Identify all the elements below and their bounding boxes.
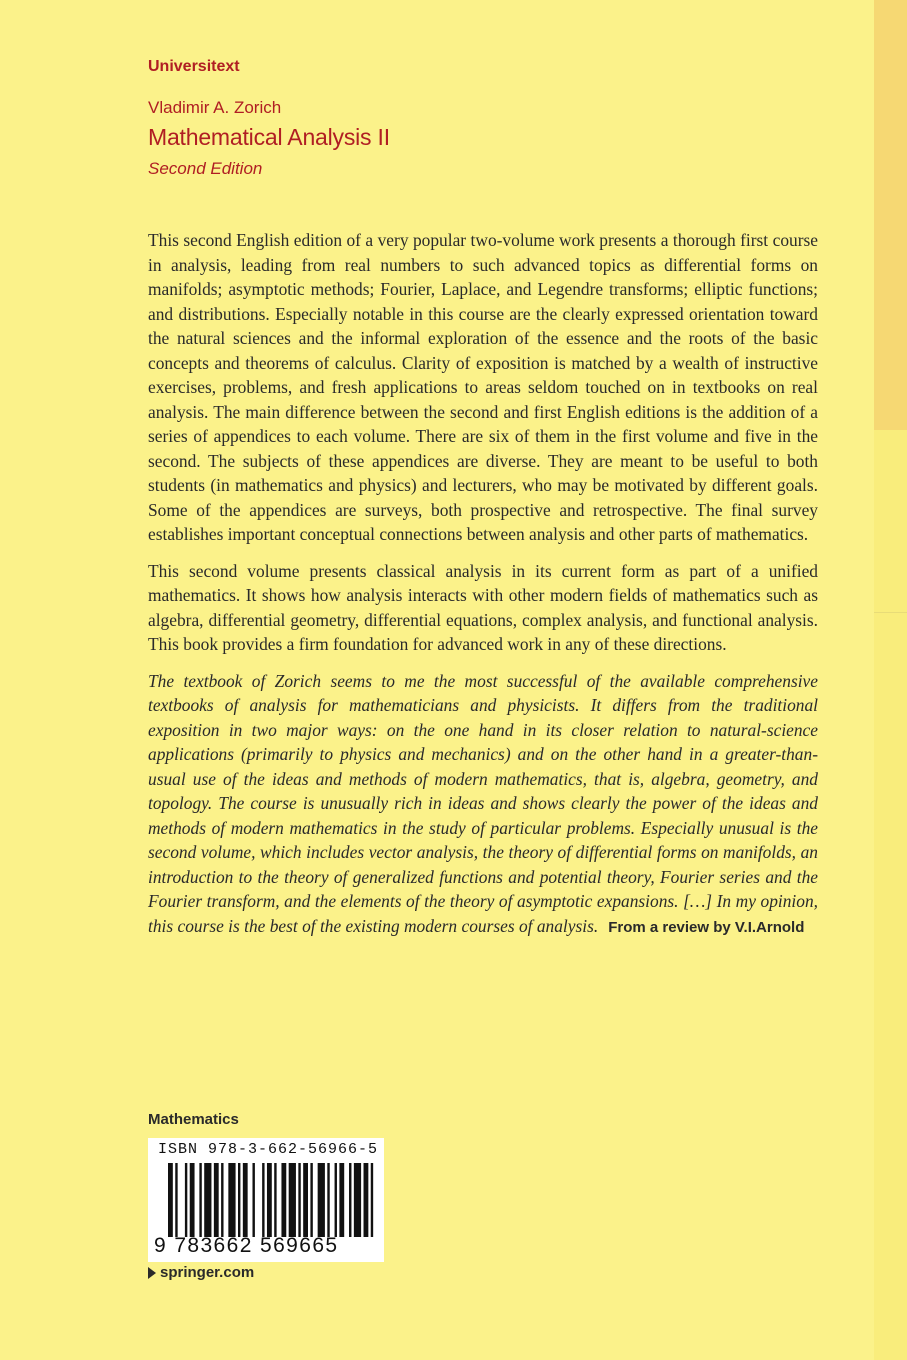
review-quote-text: The textbook of Zorich seems to me the most successful of the available comprehensive textbooks of analysis for mathematicians and physicists. It differs from the traditional exposition in two major ways: on the one hand in its closer relation to natural-science applications (primarily to physics and mechanics) and on the other hand in a greater-than-usual use of the ideas and methods of modern mathematics, that is, algebra, geometry, and topology. The course is unusually rich in ideas and shows clearly the power of the ideas and methods of modern mathematics in the study of particular problems. Especially unusual is the second volume, which includes vector analysis, the theory of differential forms on manifolds, an introduction to the theory of generalized functions and potential theory, Fourier series and the Fourier transform, and the elements of the theory of asymptotic expansions. […] In my opinion, this course is the best of the existing modern courses of analysis. [148,670,818,936]
review-quote [148,669,818,941]
barcode-bar [199,1163,201,1237]
cover-edge-tab [874,0,907,430]
barcode-bar [238,1163,240,1237]
barcode-bar [327,1163,329,1237]
barcode-bar [318,1163,325,1237]
series-name: Universitext [148,58,240,75]
barcode-bars [168,1163,378,1237]
barcode-bar [281,1163,286,1237]
barcode-bar [252,1163,254,1237]
barcode-bar [262,1163,264,1237]
author-name: Vladimir A. Zorich [148,98,282,117]
barcode-bar [267,1163,272,1237]
barcode-bar [221,1163,223,1237]
barcode-bar [175,1163,177,1237]
website-label: springer.com [160,1264,255,1281]
barcode-bar [354,1163,361,1237]
barcode-bar [303,1163,308,1237]
blurb-body [148,228,818,952]
barcode-bar [364,1163,369,1237]
cover-edge-divider [874,612,907,613]
barcode-bar [204,1163,211,1237]
barcode-bar [190,1163,195,1237]
barcode-bar [243,1163,248,1237]
barcode-bar [339,1163,344,1237]
review-source: From a review by V.I.Arnold [608,918,805,936]
edition-label: Second Edition [148,159,263,178]
barcode-bar [371,1163,373,1237]
arrow-right-icon [148,1267,156,1279]
barcode-bar [228,1163,235,1237]
barcode-bar [298,1163,300,1237]
barcode-bar [274,1163,276,1237]
isbn-label: ISBN 978-3-662-56966-5 [158,1141,379,1158]
barcode-bar [349,1163,351,1237]
barcode-bar [310,1163,312,1237]
barcode-bar [185,1163,187,1237]
ean-number: 9 783662 569665 [154,1234,339,1257]
blurb-paragraph-2: This second volume presents classical analysis in its current form as part of a unified mathematics. It shows how analysis interacts with other modern fields of mathematics such as algebra, differential geometry, differential equations, complex analysis, and functional analysis. This book provides a firm foundation for advanced work in any of these directions. [148,560,818,654]
subject-category: Mathematics [148,1111,239,1128]
barcode-bar [168,1163,173,1237]
barcode-bar [335,1163,337,1237]
barcode-bar [214,1163,219,1237]
publisher-website[interactable] [148,1264,254,1281]
book-title: Mathematical Analysis II [148,124,390,150]
blurb-paragraph-1: This second English edition of a very popular two-volume work presents a thorough first course in analysis, leading from real numbers to such advanced topics as differential forms on manifolds; asymptotic methods; Fourier, Laplace, and Legendre transforms; elliptic functions; and distributions. Especially notable in this course are the clearly expressed orientation toward the natural sciences and the informal exploration of the essence and the roots of the basic concepts and theorems of calculus. Clarity of exposition is matched by a wealth of instructive exercises, problems, and fresh applications to areas seldom touched on in textbooks on real analysis. The main difference between the second and first English editions is the addition of a series of appendices to each volume. There are six of them in the first volume and five in the second. The subjects of these appendices are diverse. They are meant to be useful to both students (in mathematics and physics) and lecturers, who may be motivated by different goals. Some of the appendices are surveys, both prospective and retrospective. The final survey establishes important conceptual connections between analysis and other parts of mathematics. [148,230,818,544]
barcode-bar [289,1163,296,1237]
